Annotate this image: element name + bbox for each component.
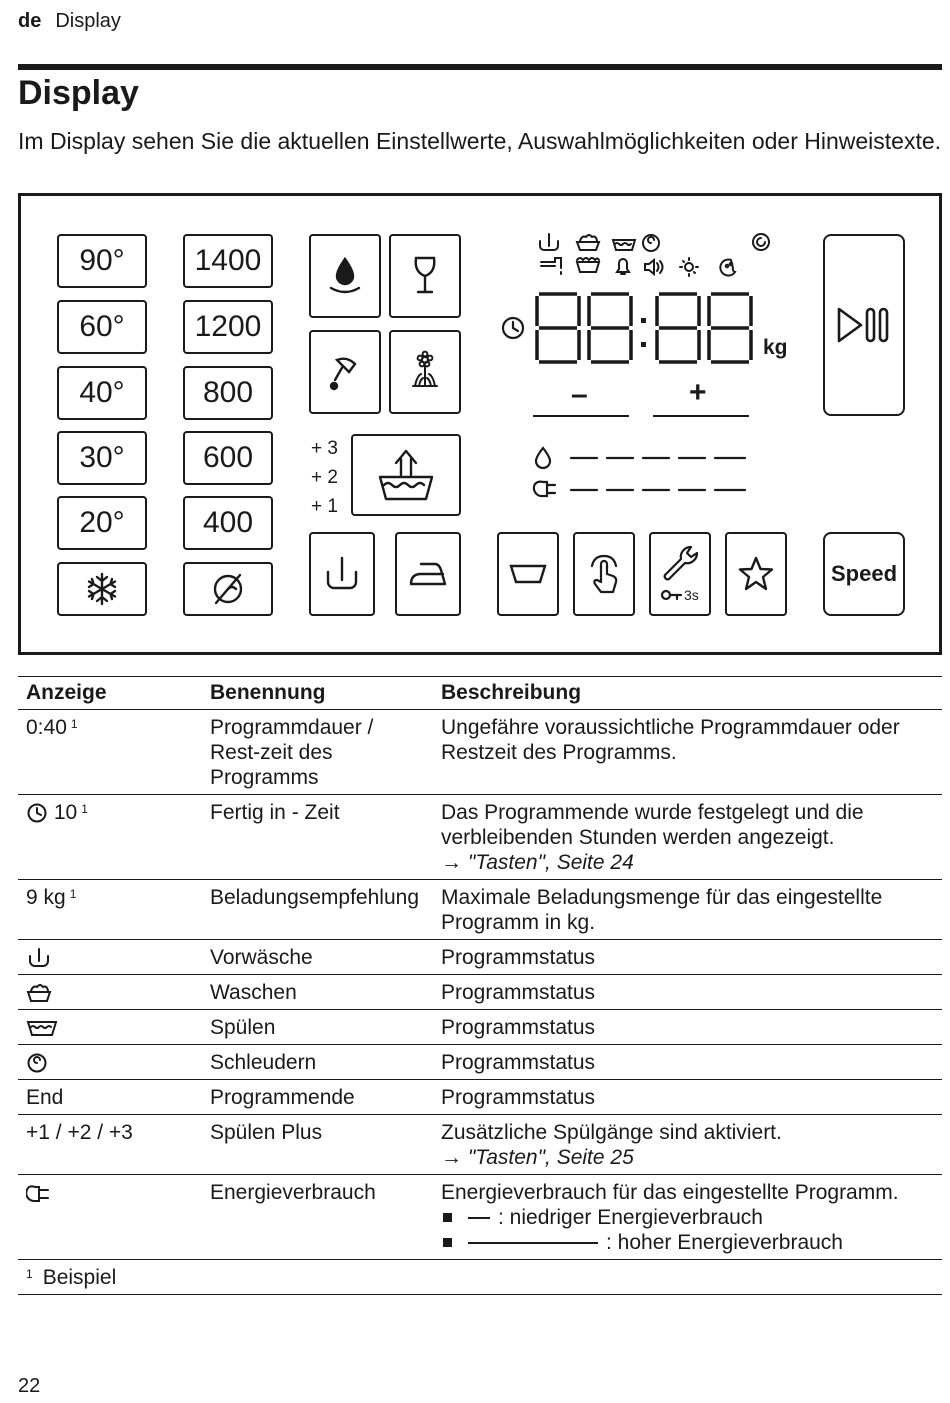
flower-icon bbox=[405, 350, 445, 394]
minus-underline bbox=[533, 415, 629, 417]
energy-plug-icon bbox=[534, 482, 555, 496]
glass-icon bbox=[410, 254, 440, 298]
start-pause-key bbox=[823, 234, 905, 416]
water-drop-icon bbox=[536, 448, 550, 468]
cross-reference-text: "Tasten", Seite 25 bbox=[467, 1146, 634, 1169]
digit-3 bbox=[657, 294, 699, 362]
name-cell: Spülen Plus bbox=[202, 1115, 433, 1175]
plus-label: + bbox=[689, 376, 707, 409]
touch-key bbox=[573, 532, 635, 616]
cross-reference: → "Tasten", Seite 25 bbox=[441, 1146, 634, 1169]
bullet-square bbox=[443, 1213, 452, 1222]
rinse-plus-1: + 1 bbox=[311, 496, 338, 517]
desc-cell: Maximale Beladungsmenge für das eingestellte Programm in kg. bbox=[433, 880, 942, 940]
basin-icon bbox=[508, 562, 548, 586]
footnote-ref: 1 bbox=[81, 802, 88, 816]
intro-text: Im Display sehen Sie die aktuellen Einstellwerte, Auswahlmöglichkeiten oder Hinweistexte. bbox=[18, 128, 942, 154]
rinse-plus-2: + 2 bbox=[311, 467, 338, 488]
eco-status-icon bbox=[753, 234, 769, 250]
seven-segment-display bbox=[533, 290, 759, 366]
start-pause-icon bbox=[835, 305, 893, 345]
temp-label: 40° bbox=[79, 376, 125, 409]
temp-key-cold bbox=[57, 562, 147, 616]
kg-unit: kg bbox=[763, 336, 788, 359]
rinse-plus-3: + 3 bbox=[311, 438, 338, 459]
plus-underline bbox=[653, 415, 749, 417]
name-cell: Vorwäsche bbox=[202, 940, 433, 975]
table-row bbox=[18, 795, 942, 880]
desc-cell: Energieverbrauch für das eingestellte Programm. bbox=[441, 1181, 899, 1204]
header-section: Display bbox=[55, 10, 121, 32]
wash-icon bbox=[26, 982, 52, 1004]
rinse-plus-icon bbox=[374, 445, 438, 505]
rinse-status-icon bbox=[613, 240, 635, 250]
control-panel-illustration bbox=[18, 193, 942, 655]
display-value: 9 kg bbox=[26, 886, 66, 909]
desc-cell: Programmstatus bbox=[433, 975, 942, 1010]
column-header: Anzeige bbox=[18, 677, 202, 710]
shower-key bbox=[309, 330, 381, 414]
cross-reference: → "Tasten", Seite 24 bbox=[441, 851, 634, 874]
table-row bbox=[18, 1045, 942, 1080]
speed-key bbox=[823, 532, 905, 616]
key-lock-label: 3s bbox=[684, 587, 699, 603]
footnote-text: Beispiel bbox=[42, 1266, 117, 1289]
spin-label: 800 bbox=[202, 376, 254, 409]
brightness-icon bbox=[680, 258, 698, 276]
name-cell: Programmende bbox=[202, 1080, 433, 1115]
table-row bbox=[18, 1115, 942, 1175]
water-plus-key bbox=[309, 234, 381, 318]
desc-cell: Programmstatus bbox=[433, 1080, 942, 1115]
display-value: 0:40 bbox=[26, 716, 67, 739]
column-header: Beschreibung bbox=[433, 677, 942, 710]
snowflake-icon bbox=[84, 571, 120, 607]
minus-label: – bbox=[571, 378, 588, 411]
name-cell: Schleudern bbox=[202, 1045, 433, 1080]
table-header-row bbox=[18, 677, 942, 710]
shower-icon bbox=[325, 350, 365, 394]
footnote-row bbox=[18, 1260, 942, 1295]
rinse-plus-key bbox=[351, 434, 461, 516]
name-cell: Spülen bbox=[202, 1010, 433, 1045]
palette-icon bbox=[720, 260, 735, 276]
table-row bbox=[18, 1175, 942, 1260]
page-title: Display bbox=[18, 74, 139, 112]
colon bbox=[641, 318, 646, 347]
star-icon bbox=[736, 554, 776, 594]
desc-cell: Zusätzliche Spülgänge sind aktiviert. bbox=[441, 1121, 782, 1144]
clock-icon bbox=[26, 802, 48, 824]
wrench-key-icon bbox=[657, 543, 703, 605]
flower-key bbox=[389, 330, 461, 414]
temp-key-40 bbox=[57, 366, 147, 420]
bullet-low bbox=[441, 1205, 934, 1230]
desc-cell: Programmstatus bbox=[433, 940, 942, 975]
tap-icon bbox=[541, 258, 561, 274]
table-row bbox=[18, 880, 942, 940]
high-energy-dash bbox=[468, 1242, 598, 1244]
spin-key-1200 bbox=[183, 300, 273, 354]
display-table bbox=[18, 676, 942, 1295]
spin-key-800 bbox=[183, 366, 273, 420]
running-header bbox=[18, 10, 121, 33]
bullet-text: : niedriger Energieverbrauch bbox=[498, 1206, 763, 1229]
cross-reference-text: "Tasten", Seite 24 bbox=[467, 851, 634, 874]
glass-key bbox=[389, 234, 461, 318]
digit-2 bbox=[589, 294, 631, 362]
temp-key-20 bbox=[57, 496, 147, 550]
stains-icon bbox=[577, 258, 599, 272]
footnote-ref: 1 bbox=[69, 887, 77, 901]
temp-key-90 bbox=[57, 234, 147, 288]
favorite-key bbox=[725, 532, 787, 616]
temp-label: 90° bbox=[79, 244, 125, 277]
desc-cell: Programmstatus bbox=[433, 1045, 942, 1080]
page-number: 22 bbox=[18, 1375, 41, 1397]
iron-icon bbox=[407, 556, 449, 592]
bullet-text: : hoher Energieverbrauch bbox=[606, 1231, 843, 1254]
display-value: +1 / +2 / +3 bbox=[18, 1115, 202, 1175]
spin-key-1400 bbox=[183, 234, 273, 288]
temp-key-60 bbox=[57, 300, 147, 354]
prewash-status-icon bbox=[540, 234, 558, 250]
clock-icon bbox=[499, 314, 527, 342]
name-cell: Energieverbrauch bbox=[202, 1175, 433, 1260]
name-cell: Waschen bbox=[202, 975, 433, 1010]
spin-key-600 bbox=[183, 431, 273, 485]
spin-key-none bbox=[183, 562, 273, 616]
spin-label: 1200 bbox=[194, 310, 262, 343]
drop-icon bbox=[325, 254, 365, 298]
spin-icon bbox=[26, 1052, 48, 1074]
bullet-high bbox=[441, 1230, 934, 1255]
spin-label: 400 bbox=[202, 506, 254, 539]
status-icon-row bbox=[533, 232, 783, 286]
iron-key bbox=[395, 532, 461, 616]
table-row bbox=[18, 710, 942, 795]
temp-label: 20° bbox=[79, 506, 125, 539]
header-rule bbox=[18, 64, 942, 70]
temp-label: 60° bbox=[79, 310, 125, 343]
header-lang: de bbox=[18, 10, 42, 32]
touch-icon bbox=[584, 552, 624, 596]
name-cell: Beladungsempfehlung bbox=[202, 880, 433, 940]
spin-key-400 bbox=[183, 496, 273, 550]
energy-icon bbox=[26, 1182, 52, 1204]
desc-cell: Ungefähre voraussichtliche Programmdauer oder Restzeit des Programms. bbox=[433, 710, 942, 795]
table-row bbox=[18, 1080, 942, 1115]
prewash-icon bbox=[26, 947, 52, 969]
name-cell: Fertig in - Zeit bbox=[202, 795, 433, 880]
digit-1 bbox=[537, 294, 579, 362]
bell-icon bbox=[617, 259, 629, 274]
footnote-mark: 1 bbox=[26, 1267, 33, 1281]
digit-4 bbox=[709, 294, 751, 362]
footnote-ref: 1 bbox=[70, 717, 78, 731]
display-value: 10 bbox=[53, 801, 78, 824]
bullet-square bbox=[443, 1238, 452, 1247]
temp-label: 30° bbox=[79, 441, 125, 474]
basin-key bbox=[497, 532, 559, 616]
spin-label: 1400 bbox=[194, 244, 262, 277]
sound-icon bbox=[645, 260, 663, 274]
speed-label: Speed bbox=[830, 561, 898, 586]
prewash-key bbox=[309, 532, 375, 616]
table-row bbox=[18, 940, 942, 975]
display-value: End bbox=[18, 1080, 202, 1115]
prewash-icon bbox=[322, 554, 362, 594]
low-energy-dash bbox=[468, 1217, 490, 1219]
lock-key bbox=[649, 532, 711, 616]
name-cell: Programmdauer / Rest-zeit des Programms bbox=[202, 710, 433, 795]
desc-cell: Programmstatus bbox=[433, 1010, 942, 1045]
column-header: Benennung bbox=[202, 677, 433, 710]
no-spin-icon bbox=[208, 569, 248, 609]
spin-label: 600 bbox=[202, 441, 254, 474]
table-row bbox=[18, 975, 942, 1010]
wash-status-icon bbox=[577, 235, 599, 250]
table-row bbox=[18, 1010, 942, 1045]
rinse-icon bbox=[26, 1018, 58, 1038]
temp-key-30 bbox=[57, 431, 147, 485]
spin-status-icon bbox=[643, 235, 659, 251]
consumption-indicators bbox=[531, 444, 753, 506]
desc-cell: Das Programmende wurde festgelegt und die verbleibenden Stunden werden angezeigt. bbox=[441, 801, 864, 849]
